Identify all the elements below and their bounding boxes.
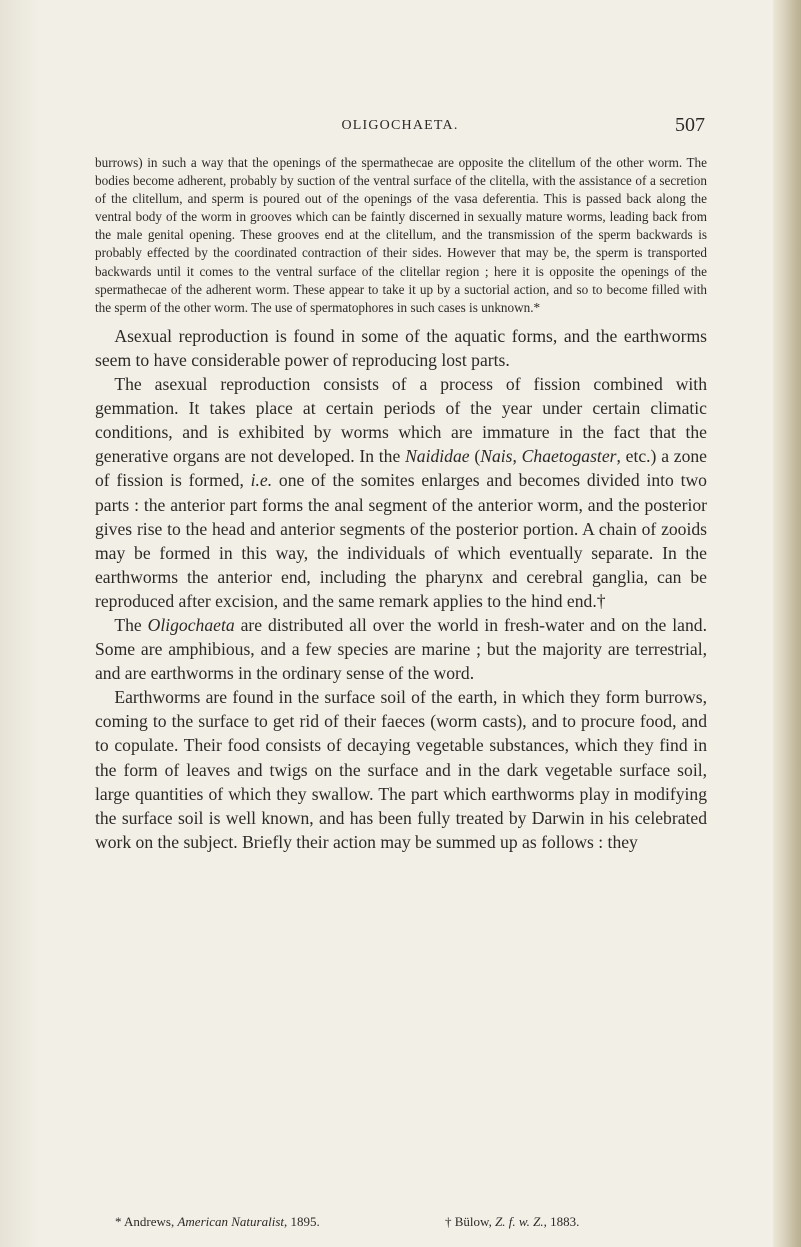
text-run: one of the somites enlarges and becomes divided into two parts : the anterior part forms the anal segment of the anterior worm, and the posterior gives rise to the head and anterior segments of the posterior portion. A chain of zooids may be formed in this way, the individuals of which eventually separate. In the earthworms the anterior end, including the pharynx and cerebral ganglia, can be reproduced after excision, and the same remark applies to the hind end.† — [95, 470, 707, 611]
page-number: 507 — [675, 114, 705, 136]
paragraph-fission — [95, 372, 707, 613]
text-run: The asexual reproduction consists of a process of fission combined with gemmation. It takes place at certain periods of the year under certain climatic conditions, and is exhibited by worms which are immature in the fact that the generative organs are not developed. In the — [95, 374, 707, 467]
footnote-1-journal: American Naturalist — [177, 1214, 284, 1229]
paragraph-distribution — [95, 613, 707, 685]
text-run: ( — [469, 446, 481, 467]
paragraph-asexual-intro: Asexual reproduction is found in some of the aquatic forms, and the earthworms seem to have considerable power of reproducing lost parts. — [95, 325, 707, 370]
text-run: The — [114, 614, 148, 635]
footnote-2-journal: Z. f. w. Z. — [495, 1214, 544, 1229]
page-gutter-shadow — [0, 0, 40, 1247]
body-text — [95, 154, 707, 854]
taxon-nais: Nais — [480, 446, 513, 467]
text-run: , — [512, 446, 522, 467]
text-run: are distributed all over the world in fresh-water and on the land. Some are amphibious, and a few species are marine ; but the majority are terrestrial, and are earthworms in the ordinary sense of the word. — [95, 614, 707, 684]
taxon-naididae: Naididae — [405, 446, 470, 467]
running-title: OLIGOCHAETA. — [341, 118, 459, 133]
taxon-oligochaeta: Oligochaeta — [147, 614, 235, 635]
footnotes — [95, 1214, 707, 1230]
footnote-1: * Andrews, American Naturalist, 1895. — [115, 1214, 320, 1229]
paragraph-earthworms: Earthworms are found in the surface soil of the earth, in which they form burrows, coming to the surface to get rid of their faeces (worm casts), and to procure food, and to copulate. Their food consists of decaying vegetable substances, which they find in the form of leaves and twigs on the surface and in the dark vegetable surface soil, large quantities of which they swallow. The part which earthworms play in modifying the surface soil is well known, and has been fully treated by Darwin in his celebrated work on the subject. Briefly their action may be summed up as follows : they — [95, 687, 707, 852]
paragraph-copulation: burrows) in such a way that the openings of the spermathecae are opposite the clitellum of the other worm. The bodies become adherent, probably by suction of the ventral surface of the clitella, with the assistance of a secretion of the clitellum, and sperm is poured out of the openings of the vasa deferentia. This is passed back along the ventral body of the worm in grooves which can be faintly discerned in sexually mature worms, leading back from the male genital opening. These grooves end at the clitellum, and the transmission of the sperm backwards is probably effected by the coordinated contraction of their sides. However that may be, the sperm is transported backwards until it comes to the ventral surface of the clitellar region ; here it is opposite the openings of the spermathecae of the adherent worm. These appear to take it up by a suctorial action, and so to become filled with the sperm of the other worm. The use of spermatophores in such cases is unknown.* — [95, 155, 707, 315]
page-edge — [773, 0, 801, 1247]
text-run: , etc.) a zone of fission is formed, — [95, 446, 707, 491]
running-head — [95, 114, 705, 140]
footnote-2: † Bülow, Z. f. w. Z., 1883. — [445, 1214, 580, 1229]
abbrev-ie: i.e. — [250, 470, 273, 491]
taxon-chaetogaster: Chaetogaster — [521, 446, 617, 467]
